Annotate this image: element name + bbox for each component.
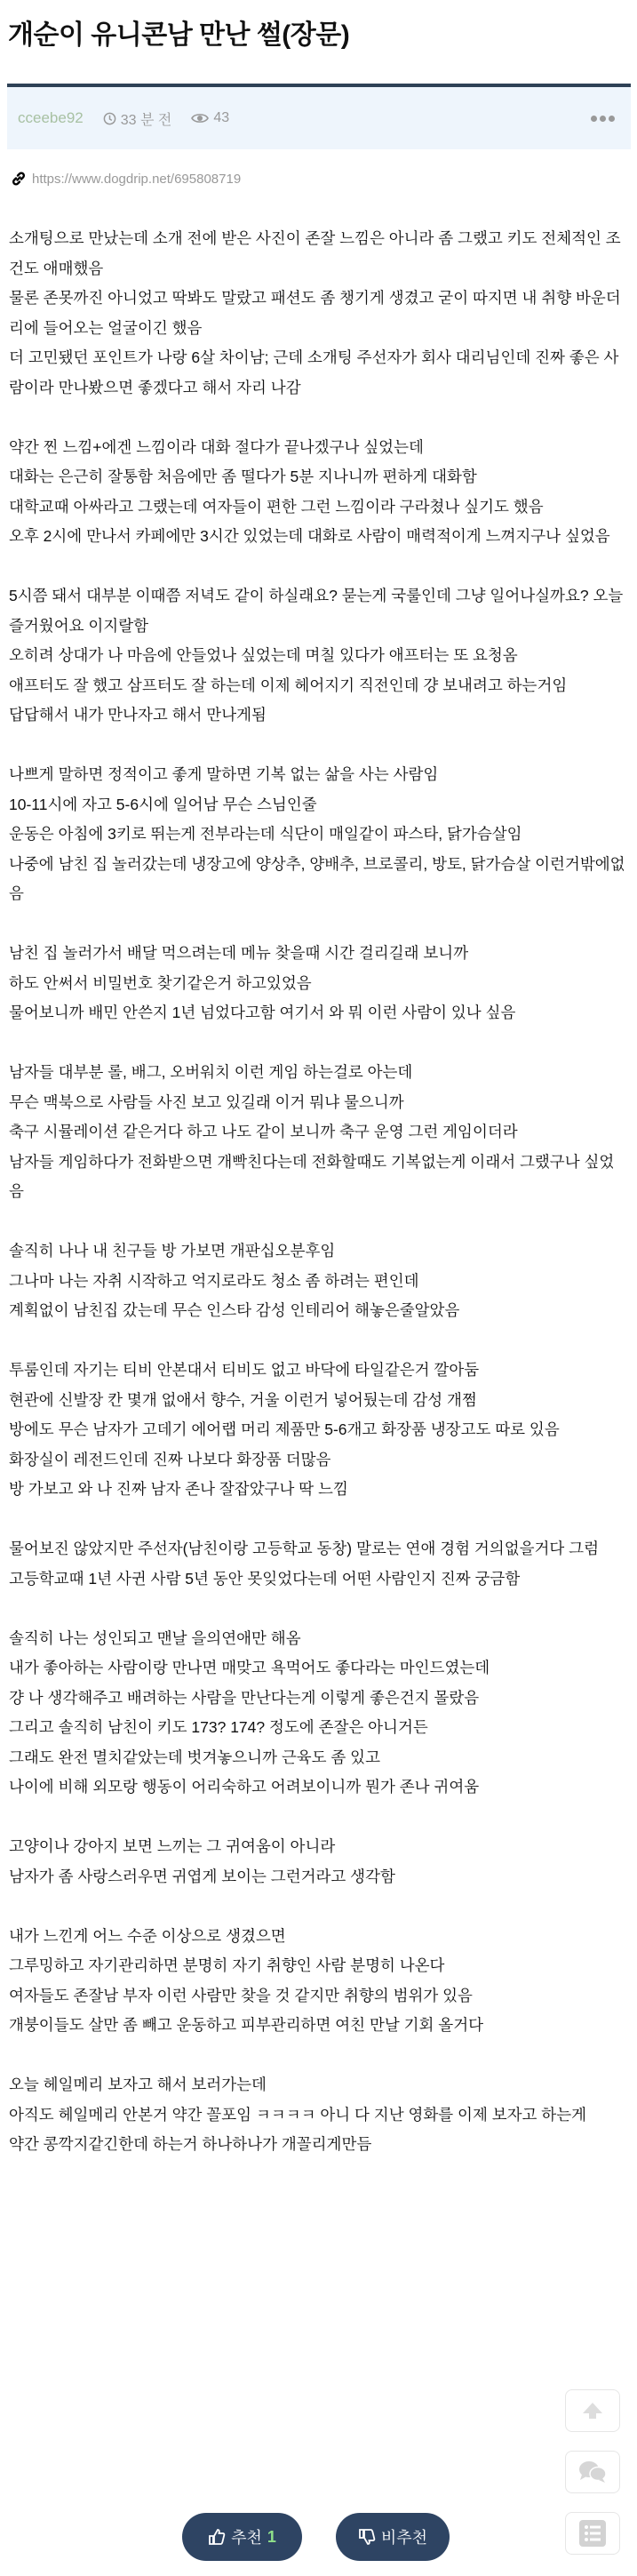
text-line: 그래도 완전 멸치같았는데 벗겨놓으니까 근육도 좀 있고 <box>9 1748 380 1766</box>
paragraph <box>9 760 628 909</box>
text-line: 현관에 신발장 칸 몇개 없애서 향수, 거울 이런거 넣어뒀는데 감성 개쩜 <box>9 1390 477 1409</box>
comments-button[interactable] <box>565 2451 620 2493</box>
thumbs-down-icon <box>358 2528 376 2546</box>
comments-icon <box>577 2460 608 2484</box>
paragraph <box>9 2070 628 2160</box>
text-line: 10-11시에 자고 5-6시에 일어남 무슨 스님인줄 <box>9 795 317 813</box>
text-line: 방에도 무슨 남자가 고데기 에어랩 머리 제품만 5-6개고 화장품 냉장고도 따로 있음 <box>9 1420 560 1438</box>
text-line: 내가 느낀게 어느 수준 이상으로 생겼으면 <box>9 1926 286 1945</box>
text-line: 더 고민됐던 포인트가 나랑 6살 차이남; 근데 소개팅 주선자가 회사 대리님인데 진짜 좋은 사람이라 만나봤으면 좋겠다고 해서 자리 나감 <box>9 348 619 396</box>
text-line: 계획없이 남친집 갔는데 무슨 인스타 감성 인테리어 해놓은줄알았음 <box>9 1301 460 1319</box>
thumbs-up-icon <box>208 2528 226 2546</box>
text-line: 약간 찐 느낌+에겐 느낌이라 대화 절다가 끝나겠구나 싶었는데 <box>9 437 424 456</box>
paragraph <box>9 581 628 731</box>
upvote-count: 1 <box>267 2527 276 2546</box>
post-body <box>9 224 628 2189</box>
views: 43 <box>213 110 230 125</box>
author-link[interactable]: cceebe92 <box>18 109 84 126</box>
permalink-url[interactable]: https://www.dogdrip.net/695808719 <box>32 171 242 187</box>
text-line: 나이에 비해 외모랑 행동이 어리숙하고 어려보이니까 뭔가 존나 귀여움 <box>9 1778 480 1796</box>
text-line: 여자들도 존잘남 부자 이런 사람만 찾을 것 같지만 취향의 범위가 있음 <box>9 1986 473 2004</box>
vote-bar <box>0 2513 637 2561</box>
text-line: 축구 시뮬레이션 같은거다 하고 나도 같이 보니까 축구 운영 그런 게임이더라 <box>9 1123 518 1140</box>
text-line: 화장실이 레전드인데 진짜 나보다 화장품 더많음 <box>9 1450 331 1468</box>
paragraph <box>9 1236 628 1326</box>
text-line: 고양이나 강아지 보면 느끼는 그 귀여움이 아니라 <box>9 1837 336 1855</box>
post-permalink[interactable] <box>11 171 241 187</box>
paragraph <box>9 1624 628 1803</box>
text-line: 물론 존못까진 아니었고 딱봐도 말랐고 패션도 좀 챙기게 생겼고 굳이 따지면 내 취향 바운더리에 들어오는 얼굴이긴 했음 <box>9 289 621 337</box>
text-line: 고등학교때 1년 사귄 사람 5년 동안 못잊었다는데 어떤 사람인지 진짜 궁금함 <box>9 1569 521 1588</box>
upvote-label: 추천 <box>231 2529 262 2547</box>
text-line: 오후 2시에 만나서 카페에만 3시간 있었는데 대화로 사람이 매력적이게 느껴지구나 싶었음 <box>9 527 610 545</box>
paragraph <box>9 224 628 403</box>
text-line: 약간 콩깍지같긴한데 하는거 하나하나가 개꼴리게만듬 <box>9 2135 372 2153</box>
text-line: 그나마 나는 자취 시작하고 억지로라도 청소 좀 하려는 편인데 <box>9 1271 419 1290</box>
text-line: 오늘 헤일메리 보자고 해서 보러가는데 <box>9 2076 267 2093</box>
paragraph <box>9 1356 628 1505</box>
text-line: 개붕이들도 살만 좀 빼고 운동하고 피부관리하면 여친 만날 기회 올거다 <box>9 2016 484 2034</box>
text-line: 오히려 상대가 나 마음에 안들었나 싶었는데 며칠 있다가 애프터는 또 요청옴 <box>9 646 518 664</box>
paragraph <box>9 1534 628 1594</box>
scroll-top-button[interactable] <box>565 2389 620 2432</box>
more-options-button[interactable] <box>591 116 615 122</box>
post-time <box>103 108 172 129</box>
text-line: 나쁘게 말하면 정적이고 좋게 말하면 기복 없는 삶을 사는 사람임 <box>9 765 439 783</box>
text-line: 대학교때 아싸라고 그랬는데 여자들이 편한 그런 느낌이라 구라쳤나 싶기도 했음 <box>9 497 544 516</box>
text-line: 걍 나 생각해주고 배려하는 사람을 만난다는게 이렇게 좋은건지 몰랐음 <box>9 1688 480 1707</box>
downvote-button[interactable] <box>336 2513 450 2561</box>
text-line: 대화는 은근히 잘통함 처음에만 좀 떨다가 5분 지나니까 편하게 대화함 <box>9 468 477 485</box>
text-line: 물어보진 않았지만 주선자(남친이랑 고등학교 동창) 말로는 연애 경험 거의없을거다 그럼 <box>9 1540 599 1557</box>
text-line: 남자들 게임하다가 전화받으면 개빡친다는데 전화할때도 기복없는게 이래서 그랬구나 싶었음 <box>9 1152 615 1200</box>
paragraph <box>9 1058 628 1207</box>
text-line: 그루밍하고 자기관리하면 분명히 자기 취향인 사람 분명히 나온다 <box>9 1956 445 1974</box>
text-line: 물어보니까 배민 안쓴지 1년 넘었다고함 여기서 와 뭐 이런 사람이 있나 싶음 <box>9 1004 516 1021</box>
text-line: 솔직히 나는 성인되고 맨날 을의연애만 해옴 <box>9 1628 301 1647</box>
text-line: 남자들 대부분 롤, 배그, 오버워치 이런 게임 하는걸로 아는데 <box>9 1063 413 1081</box>
paragraph <box>9 939 628 1028</box>
time-ago: 33 분 전 <box>120 112 172 128</box>
arrow-up-icon <box>581 2401 604 2420</box>
text-line: 나중에 남친 집 놀러갔는데 냉장고에 양상추, 양배추, 브로콜리, 방토, 닭가슴살 이런거밖에없음 <box>9 854 625 902</box>
paragraph <box>9 433 628 552</box>
clock-icon <box>103 112 116 125</box>
text-line: 남친 집 놀러가서 배달 먹으려는데 메뉴 찾을때 시간 걸리길래 보니까 <box>9 944 469 962</box>
text-line: 솔직히 나나 내 친구들 방 가보면 개판십오분후임 <box>9 1242 336 1260</box>
paragraph <box>9 1832 628 1892</box>
text-line: 하도 안써서 비밀번호 찾기같은거 하고있었음 <box>9 973 312 992</box>
post-meta-bar <box>7 87 631 149</box>
text-line: 애프터도 잘 했고 삼프터도 잘 하는데 이제 헤어지기 직전인데 걍 보내려고 하는거임 <box>9 676 568 694</box>
view-count <box>191 110 229 126</box>
text-line: 운동은 아침에 3키로 뛰는게 전부라는데 식단이 매일같이 파스타, 닭가슴살임 <box>9 825 522 843</box>
text-line: 투룸인데 자기는 티비 안본대서 티비도 없고 바닥에 타일같은거 깔아둠 <box>9 1361 480 1379</box>
text-line: 무슨 맥북으로 사람들 사진 보고 있길래 이거 뭐냐 물으니까 <box>9 1092 404 1111</box>
paragraph <box>9 1922 628 2041</box>
downvote-label: 비추천 <box>380 2529 428 2547</box>
upvote-button[interactable] <box>182 2513 302 2561</box>
text-line: 내가 좋아하는 사람이랑 만나면 매맞고 욕먹어도 좋다라는 마인드였는데 <box>9 1659 490 1676</box>
text-line: 남자가 좀 사랑스러우면 귀엽게 보이는 그런거라고 생각함 <box>9 1867 395 1885</box>
text-line: 소개팅으로 만났는데 소개 전에 받은 사진이 존잘 느낌은 아니라 좀 그랬고 키도 전체적인 조건도 애매했음 <box>9 229 621 277</box>
eye-icon <box>191 112 209 124</box>
text-line: 아직도 헤일메리 안본거 약간 꼴포임 ㅋㅋㅋㅋ 아니 다 지난 영화를 이제 보자고 하는게 <box>9 2105 587 2124</box>
text-line: 5시쯤 돼서 대부분 이때쯤 저녁도 같이 하실래요? 묻는게 국룰인데 그냥 일어나실까요? 오늘 즐거웠어요 이지랄함 <box>9 587 624 635</box>
post-title: 개순이 유니콘남 만난 썰(장문) <box>8 20 350 50</box>
text-line: 방 가보고 와 나 진짜 남자 존나 잘잡았구나 딱 느낌 <box>9 1480 348 1498</box>
link-icon <box>11 171 27 187</box>
text-line: 답답해서 내가 만나자고 해서 만나게됨 <box>9 706 267 724</box>
text-line: 그리고 솔직히 남친이 키도 173? 174? 정도에 존잘은 아니거든 <box>9 1718 428 1736</box>
